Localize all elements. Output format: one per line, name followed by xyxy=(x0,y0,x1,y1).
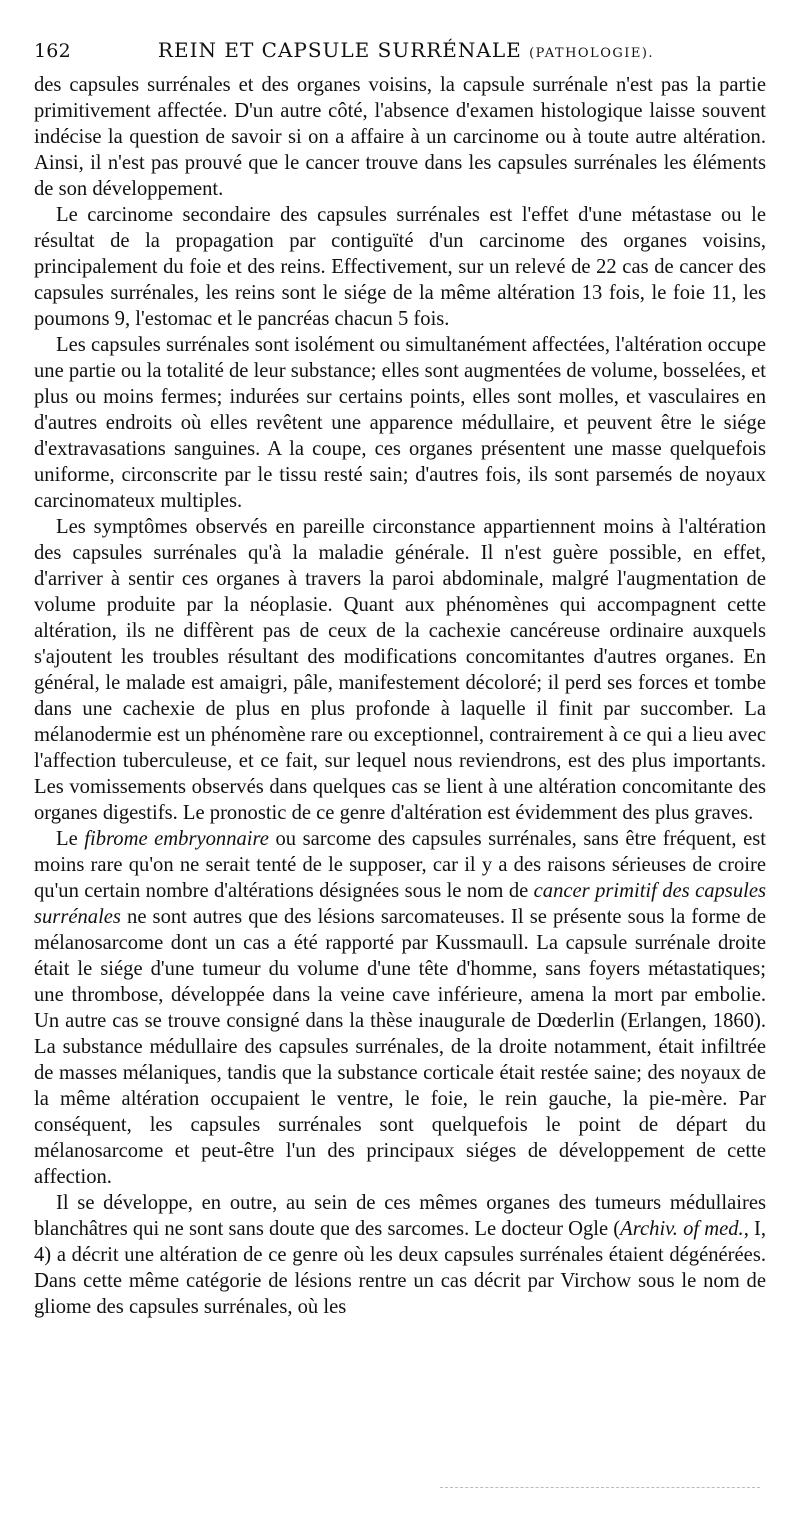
p5-text-start: Le xyxy=(56,828,85,850)
p6-italic-citation: Archiv. of med. xyxy=(620,1218,744,1240)
running-header xyxy=(34,38,766,72)
p5-italic-term: fibrome embryonnaire xyxy=(84,828,269,850)
paragraph-4: Les symptômes observés en pareille circonstance appartiennent moins à l'altération des capsules surrénales qu'à la maladie générale. Il n'est guère possible, en effet, d'arriver à sentir ces organes à travers la paroi abdominale, malgré l'augmentation de volume produite par la néoplasie. Quant aux phénomènes qui accompagnent cette altération, ils ne diffèrent pas de ceux de la cachexie cancéreuse ordinaire auxquels s'ajoutent les troubles résultant des modifications concomitantes d'autres organes. En général, le malade est amaigri, pâle, manifestement décoloré; il perd ses forces et tombe dans une cachexie de plus en plus profonde à laquelle il finit par succomber. La mélanodermie est un phénomène rare ou exceptionnel, contrairement à ce qui a lieu avec l'affection tuberculeuse, et ce fait, sur lequel nous reviendrons, est des plus importants. Les vomissements observés dans quelques cas se lient à une altération concomitante des organes digestifs. Le pronostic de ce genre d'altération est évidemment des plus graves. xyxy=(34,516,766,824)
p5-italic-phrase: cancer primitif des capsules surrénales xyxy=(34,880,766,928)
p5-text-end: ne sont autres que des lésions sarcomateuses. Il se présente sous la forme de mélanosarcome dont un cas a été rapporté par Kussmaull. La capsule surrénale droite était le siége d'une tumeur du volume d'une tête d'homme, sans foyers métastatiques; une thrombose, développée dans la veine cave inférieure, amena la mort par embolie. Un autre cas se trouve consigné dans la thèse inaugurale de Dœderlin (Erlangen, 1860). La substance médullaire des capsules surrénales, de la droite notamment, était infiltrée de masses mélaniques, tandis que la substance corticale était restée saine; des noyaux de la même altération occupaient le ventre, le foie, le rein gauche, la pie-mère. Par conséquent, les capsules surrénales sont quelquefois le point de départ du mélanosarcome et peut-être l'un des principaux siéges de développement de cette affection. xyxy=(34,906,766,1188)
p6-text-start: Il se développe, en outre, au sein de ces mêmes organes des tumeurs médullaires blanchâtres qui ne sont sans doute que des sarcomes. Le docteur Ogle ( xyxy=(34,1192,766,1240)
running-title-subtitle: (PATHOLOGIE). xyxy=(529,46,655,61)
paragraph-1: des capsules surrénales et des organes voisins, la capsule surrénale n'est pas la partie primitivement affectée. D'un autre côté, l'absence d'examen histologique laisse souvent indécise la question de savoir si on a affaire à un carcinome ou à toute autre altération. Ainsi, il n'est pas prouvé que le cancer trouve dans les capsules surrénales les éléments de son développement. xyxy=(34,74,766,200)
body-text xyxy=(34,72,766,1320)
page-number: 162 xyxy=(34,40,71,62)
p5-text-mid: ou sarcome des capsules surrénales, sans être fréquent, est moins rare qu'on ne serait tenté de le supposer, car il y a des raisons sérieuses de croire qu'un certain nombre d'altérations désignées sous le nom de xyxy=(34,828,766,902)
running-title-main: REIN ET CAPSULE SURRÉNALE xyxy=(157,38,522,62)
footer-rule xyxy=(440,1487,760,1488)
running-title xyxy=(86,38,766,62)
paragraph-3: Les capsules surrénales sont isolément ou simultanément affectées, l'altération occupe une partie ou la totalité de leur substance; elles sont augmentées de volume, bosselées, et plus ou moins fermes; indurées sur certains points, elles sont molles, et vasculaires en d'autres endroits où elles revêtent une apparence médullaire, et peuvent être le siége d'extravasations sanguines. A la coupe, ces organes présentent une masse quelquefois uniforme, circonscrite par le tissu resté sain; d'autres fois, ils sont parsemés de noyaux carcinomateux multiples. xyxy=(34,334,766,512)
p6-text-end: , I, 4) a décrit une altération de ce genre où les deux capsules surrénales étaient dégénérées. Dans cette même catégorie de lésions rentre un cas décrit par Virchow sous le nom de gliome des capsules surrénales, où les xyxy=(34,1218,767,1318)
paragraph-2: Le carcinome secondaire des capsules surrénales est l'effet d'une métastase ou le résultat de la propagation par contiguïté d'un carcinome des organes voisins, principalement du foie et des reins. Effectivement, sur un relevé de 22 cas de cancer des capsules surrénales, les reins sont le siége de la même altération 13 fois, le foie 11, les poumons 9, l'estomac et le pancréas chacun 5 fois. xyxy=(34,204,766,330)
paragraph-6 xyxy=(34,1190,766,1320)
paragraph-5 xyxy=(34,826,766,1190)
